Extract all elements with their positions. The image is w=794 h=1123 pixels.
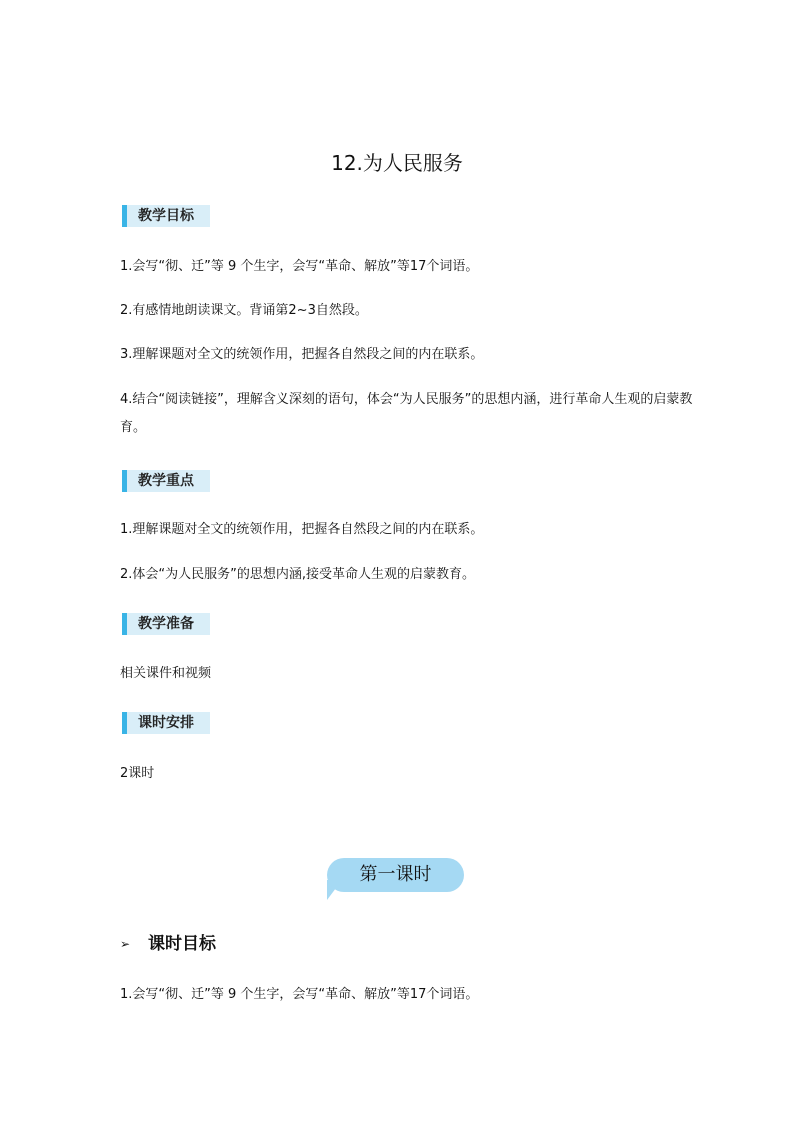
lesson-objectives-label: 课时目标 (148, 934, 216, 954)
key-point-item-1: 1.理解课题对全文的统领作用，把握各自然段之间的内在联系。 (120, 522, 484, 537)
objective-item-4-text: 4.结合“阅读链接”，理解含义深刻的语句，体会“为人民服务”的思想内涵，进行革命人生观的启蒙教育。 (120, 392, 693, 435)
section-heading-schedule: 课时安排 (122, 712, 210, 734)
preparation-text: 相关课件和视频 (120, 666, 212, 681)
section-heading-key-points: 教学重点 (122, 470, 210, 492)
lesson-objective-item-1: 1.会写“彻、迁”等 9 个生字，会写“革命、解放”等17个词语。 (120, 987, 479, 1002)
section-heading-objectives: 教学目标 (122, 205, 210, 227)
lesson-one-bubble: 第一课时 (327, 858, 464, 892)
objective-item-3: 3.理解课题对全文的统领作用，把握各自然段之间的内在联系。 (120, 347, 484, 362)
section-heading-preparation: 教学准备 (122, 613, 210, 635)
objective-item-1: 1.会写“彻、迁”等 9 个生字，会写“革命、解放”等17个词语。 (120, 259, 479, 274)
lesson-objectives-heading (120, 932, 216, 956)
objective-item-4 (120, 386, 700, 442)
key-point-item-2: 2.体会“为人民服务”的思想内涵,接受革命人生观的启蒙教育。 (120, 567, 476, 582)
page-title: 12.为人民服务 (331, 151, 463, 175)
objective-item-2: 2.有感情地朗读课文。背诵第2~3自然段。 (120, 303, 368, 318)
arrow-bullet-icon: ➢ (120, 937, 131, 951)
schedule-text: 2课时 (120, 766, 155, 781)
